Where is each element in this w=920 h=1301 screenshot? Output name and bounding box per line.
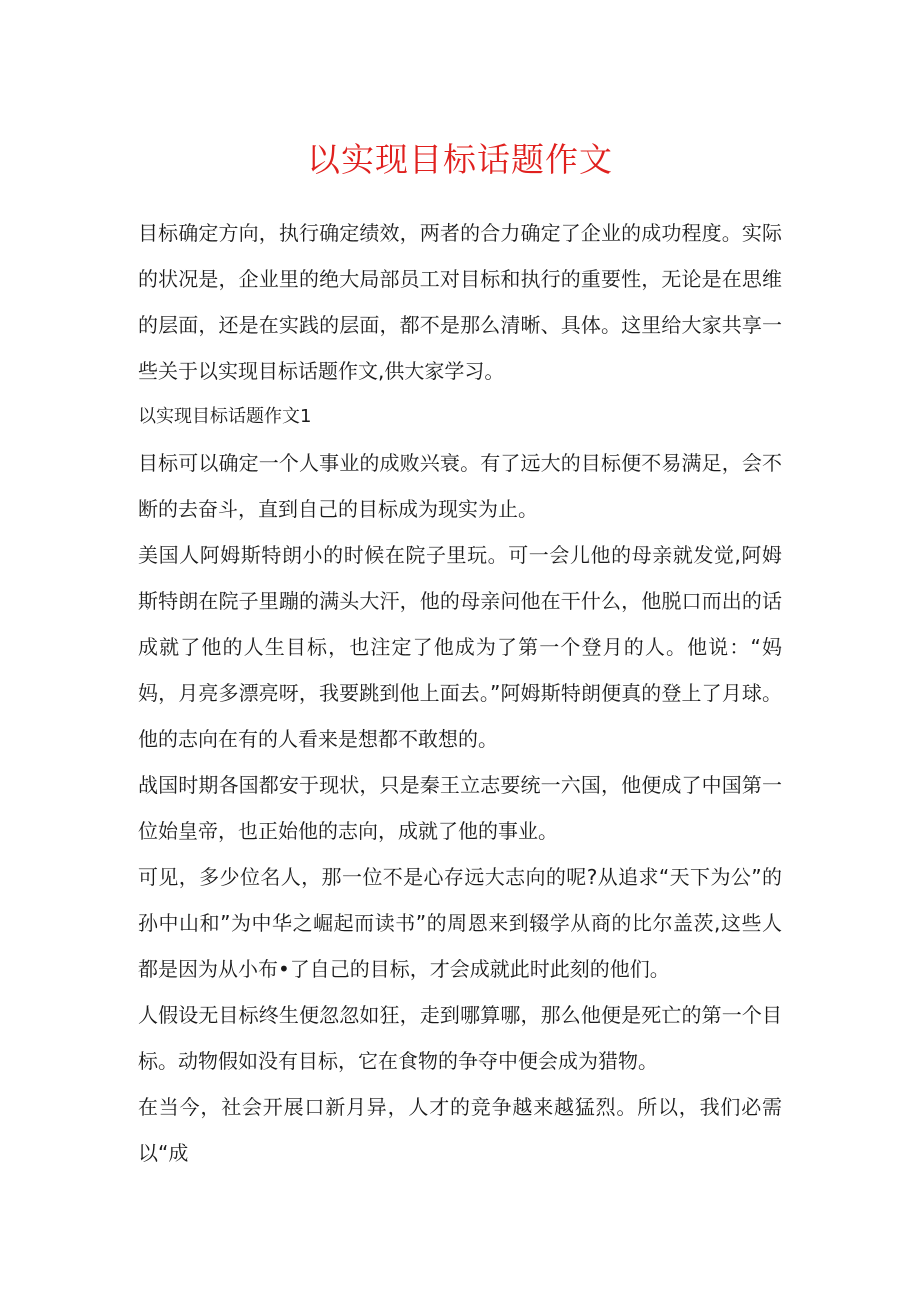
document-body [138, 210, 782, 1176]
section-heading: 以实现目标话题作文1 [138, 406, 312, 427]
body-paragraph: 在当今，社会开展口新月异，人才的竞争越来越猛烈。所以，我们必需以“成 [138, 1095, 782, 1165]
document-title: 以实现目标话题作文 [307, 140, 613, 179]
body-paragraph: 战国时期各国都安于现状，只是秦王立志要统一六国，他便成了中国第一位始皇帝，也正始他的志向，成就了他的事业。 [138, 773, 782, 843]
body-paragraph: 可见，多少位名人，那一位不是心存远大志向的呢?从追求“天下为公”的孙中山和”为中华之崛起而读书”的周恩来到辍学从商的比尔盖茨,这些人都是因为从小布•了自己的目标，才会成就此时此刻的他们。 [138, 865, 782, 981]
intro-paragraph: 目标确定方向，执行确定绩效，两者的合力确定了企业的成功程度。实际的状况是，企业里的绝大局部员工对目标和执行的重要性，无论是在思维的层面，还是在实践的层面，都不是那么清晰、具体。这里给大家共享一些关于以实现目标话题作文,供大家学习。 [138, 221, 782, 383]
body-paragraph: 目标可以确定一个人事业的成败兴衰。有了远大的目标便不易满足，会不断的去奋斗，直到自己的目标成为现实为止。 [138, 451, 782, 521]
body-paragraph: 美国人阿姆斯特朗小的时候在院子里玩。可一会儿他的母亲就发觉,阿姆斯特朗在院子里蹦的满头大汗，他的母亲问他在干什么，他脱口而出的话成就了他的人生目标，也注定了他成为了第一个登月的人。他说：“妈妈，月亮多漂亮呀，我要跳到他上面去。”阿姆斯特朗便真的登上了月球。他的志向在有的人看来是想都不敢想的。 [138, 543, 782, 751]
body-paragraph: 人假设无目标终生便忽忽如狂，走到哪算哪，那么他便是死亡的第一个目标。动物假如没有目标，它在食物的争夺中便会成为猎物。 [138, 1003, 782, 1073]
